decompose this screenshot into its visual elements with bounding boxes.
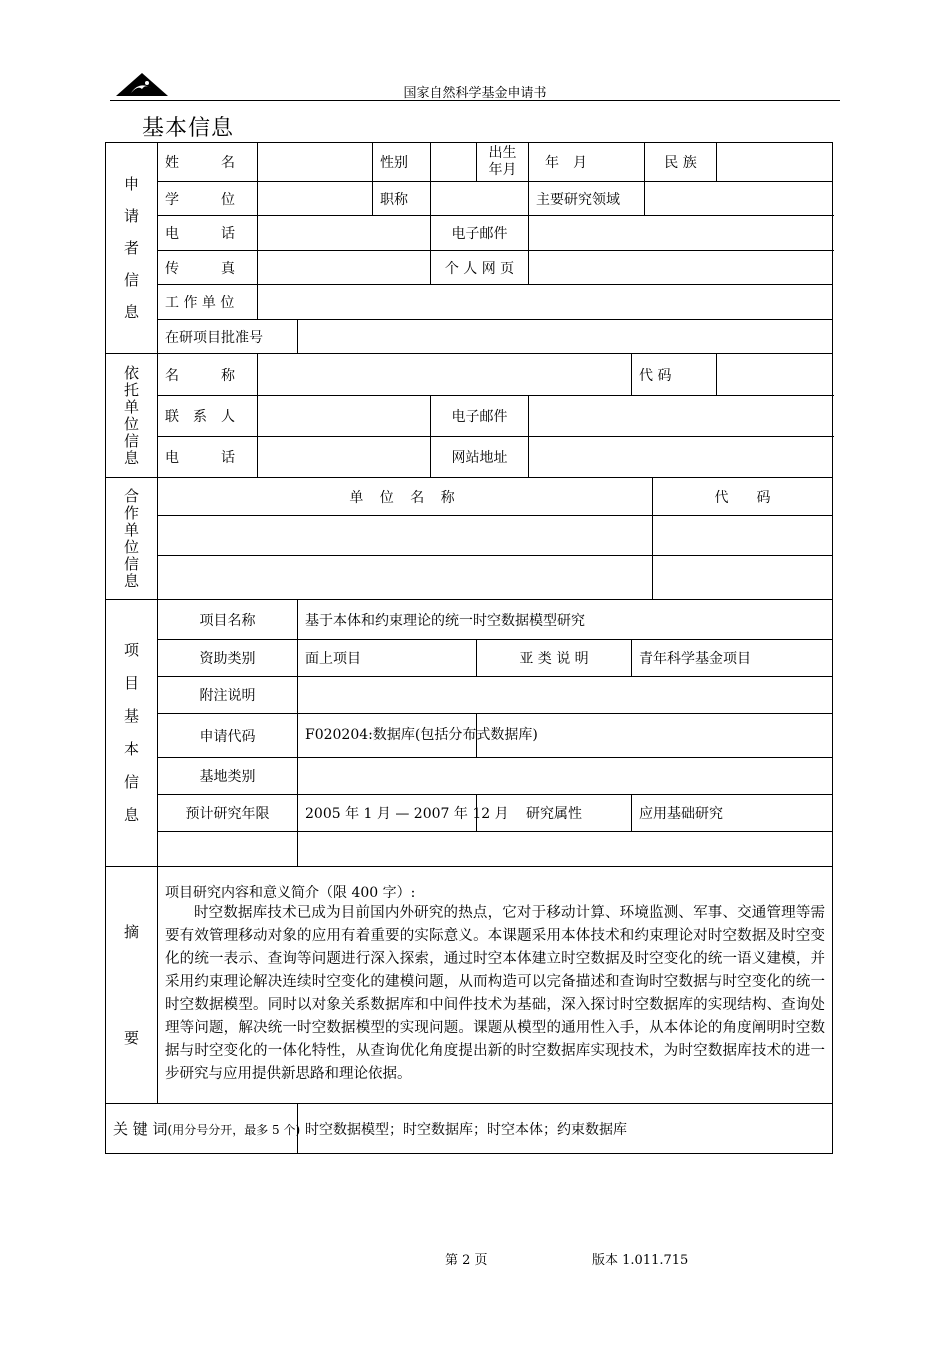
- homepage-field[interactable]: [529, 251, 833, 285]
- version-number: 版本 1.011.715: [592, 1253, 689, 1268]
- project-blank-right: [298, 832, 833, 867]
- gender-field[interactable]: [431, 143, 477, 182]
- partner-code-field-2[interactable]: [653, 556, 833, 600]
- partner-unit-name-header: 单 位 名 称: [158, 478, 653, 516]
- ethnicity-label: 民 族: [645, 143, 717, 182]
- applicant-email-field[interactable]: [529, 216, 833, 251]
- attribute-value: 应用基础研究: [632, 795, 833, 832]
- birth-label: 出生 年月: [477, 143, 529, 182]
- base-type-label: 基地类别: [158, 758, 298, 795]
- partner-group-label: 合 作 单 位 信 息: [106, 478, 158, 600]
- attribute-label: 研究属性: [477, 795, 632, 832]
- base-type-field[interactable]: [298, 758, 833, 795]
- homepage-label: 个 人 网 页: [431, 251, 529, 285]
- subtype-value: 青年科学基金项目: [632, 640, 833, 677]
- host-phone-label: 电 话: [158, 437, 258, 478]
- project-blank-left: [158, 832, 298, 867]
- host-group-label: 依 托 单 位 信 息: [106, 354, 158, 478]
- research-field-label: 主要研究领域: [529, 182, 645, 216]
- applicant-email-label: 电子邮件: [431, 216, 529, 251]
- application-code-value: F020204:数据库(包括分布式数据库): [298, 714, 477, 758]
- employer-field[interactable]: [258, 285, 833, 320]
- title-label: 职称: [373, 182, 431, 216]
- project-number-field[interactable]: [298, 320, 833, 354]
- title-field[interactable]: [431, 182, 529, 216]
- host-contact-label: 联 系 人: [158, 396, 258, 437]
- host-name-label: 名 称: [158, 354, 258, 396]
- birth-field[interactable]: 年 月: [529, 143, 645, 182]
- host-code-label: 代 码: [632, 354, 717, 396]
- keywords-note: (用分号分开，最多 5 个): [167, 1123, 301, 1137]
- project-name-value: 基于本体和约束理论的统一时空数据模型研究: [298, 600, 833, 640]
- name-field[interactable]: [258, 143, 373, 182]
- degree-label: 学 位: [158, 182, 258, 216]
- section-title: 基本信息: [142, 116, 235, 141]
- basic-info-table: [105, 142, 833, 1154]
- fax-label: 传 真: [158, 251, 258, 285]
- partner-unit-name-field-2[interactable]: [158, 556, 653, 600]
- host-code-field[interactable]: [717, 354, 833, 396]
- keywords-label: 关 键 词: [113, 1120, 168, 1138]
- abstract-group-label: 摘 要: [106, 867, 158, 1104]
- gender-label: 性别: [373, 143, 431, 182]
- application-code-label: 申请代码: [158, 714, 298, 758]
- project-group-label: 项 目 基 本 信 息: [106, 600, 158, 867]
- note-label: 附注说明: [158, 677, 298, 714]
- ethnicity-field[interactable]: [717, 143, 833, 182]
- project-name-label: 项目名称: [158, 600, 298, 640]
- abstract-cell: [158, 867, 833, 1104]
- page-number: 第 2 页: [445, 1253, 488, 1268]
- fax-field[interactable]: [258, 251, 431, 285]
- partner-code-header: 代 码: [653, 478, 833, 516]
- period-value: 2005 年 1 月 — 2007 年 12 月: [298, 795, 477, 832]
- host-website-field[interactable]: [529, 437, 833, 478]
- note-field[interactable]: [298, 677, 833, 714]
- project-number-label: 在研项目批准号: [158, 320, 298, 354]
- partner-code-field-1[interactable]: [653, 516, 833, 556]
- subtype-label: 亚 类 说 明: [477, 640, 632, 677]
- header-rule: [110, 100, 840, 101]
- host-phone-field[interactable]: [258, 437, 431, 478]
- host-contact-field[interactable]: [258, 396, 431, 437]
- applicant-phone-label: 电 话: [158, 216, 258, 251]
- applicant-group-label: 申 请 者 信 息: [106, 143, 158, 354]
- abstract-body: 时空数据库技术已成为目前国内外研究的热点，它对于移动计算、环境监测、军事、交通管理等需要有效管理移动对象的应用有着重要的实际意义。本课题采用本体技术和约束理论对时空数据及时空变化的统一表示、查询等问题进行深入探索，通过时空本体建立时空数据及时空变化的统一语义建模，并采用约束理论解决连续时空变化的建模问题，从而构造可以完备描述和查询时空数据与时空变化的统一时空数据模型。同时以对象关系数据库和中间件技术为基础，深入探讨时空数据库的实现结构、查询处理等问题，解决统一时空数据模型的实现问题。课题从模型的通用性入手，从本体论的角度阐明时空数据与时空变化的一体化特性，从查询优化角度提出新的时空数据库实现技术，为时空数据库技术的进一步研究与应用提供新思路和理论依据。: [165, 905, 826, 1082]
- applicant-phone-field[interactable]: [258, 216, 431, 251]
- document-title: 国家自然科学基金申请书: [403, 86, 547, 101]
- keywords-label-cell: [106, 1104, 301, 1154]
- host-email-label: 电子邮件: [431, 396, 529, 437]
- degree-field[interactable]: [258, 182, 373, 216]
- name-label: 姓 名: [158, 143, 258, 182]
- abstract-heading: 项目研究内容和意义简介（限 400 字）:: [165, 885, 416, 901]
- research-field-input[interactable]: [645, 182, 833, 216]
- period-label: 预计研究年限: [158, 795, 298, 832]
- host-name-field[interactable]: [258, 354, 632, 396]
- partner-unit-name-field-1[interactable]: [158, 516, 653, 556]
- employer-label: 工 作 单 位: [158, 285, 258, 320]
- funding-type-value: 面上项目: [298, 640, 477, 677]
- keywords-value: 时空数据模型；时空数据库；时空本体；约束数据库: [298, 1104, 833, 1154]
- host-website-label: 网站地址: [431, 437, 529, 478]
- host-email-field[interactable]: [529, 396, 833, 437]
- funding-type-label: 资助类别: [158, 640, 298, 677]
